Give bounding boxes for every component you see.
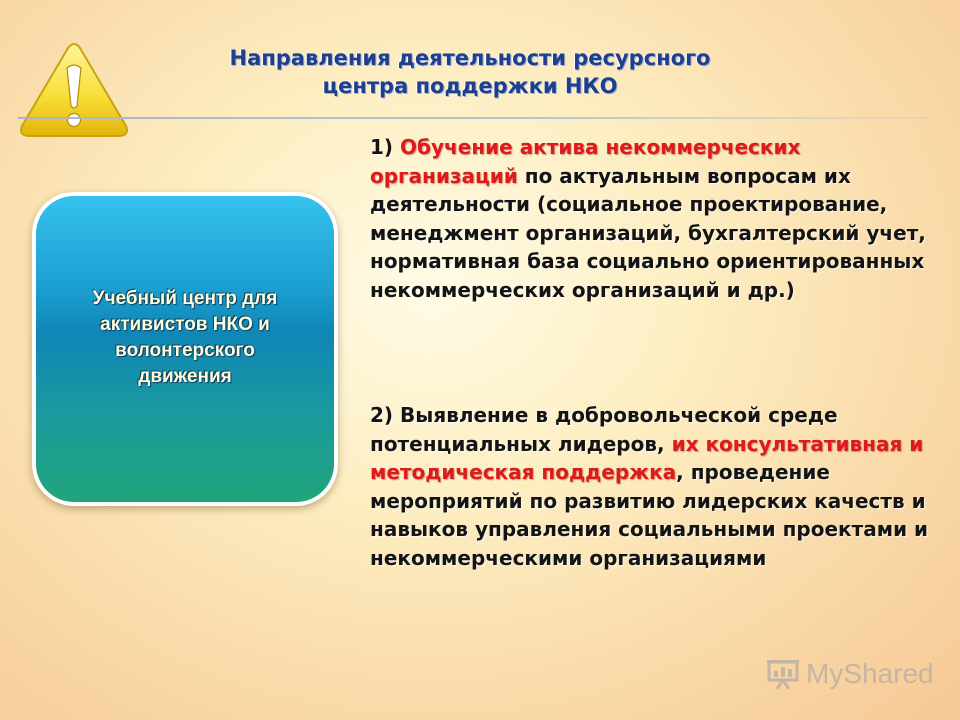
item-1-text: по актуальным вопросам их деятельности (социальное проектирование, менеджмент организаций, бухгалтерский учет, нормативная база социально ориентированных некоммерческих организаций и др.) bbox=[370, 163, 926, 302]
box-line-4: движения bbox=[138, 366, 232, 387]
item-1-highlight: Обучение актива некоммерческих организаций bbox=[370, 135, 801, 188]
box-line-2: активистов НКО и bbox=[100, 314, 270, 335]
watermark-text: MyShared bbox=[806, 658, 934, 689]
box-line-1: Учебный центр для bbox=[92, 288, 278, 309]
slide-title bbox=[150, 44, 790, 100]
watermark bbox=[766, 656, 934, 692]
title-divider bbox=[18, 117, 928, 119]
training-center-box bbox=[36, 196, 334, 502]
title-line-1: Направления деятельности ресурсного bbox=[229, 46, 711, 70]
direction-item-2 bbox=[370, 401, 930, 572]
item-2-start: 2) Выявление в добровольческой среде потенциальных лидеров, bbox=[370, 403, 838, 456]
warning-icon bbox=[18, 42, 130, 142]
box-label bbox=[65, 286, 305, 390]
item-2-highlight: их консультативная и методическая поддержка bbox=[370, 431, 924, 484]
item-2-text: , проведение мероприятий по развитию лидерских качеств и навыков управления социальными проектами и некоммерческими организациями bbox=[370, 460, 929, 570]
title-line-2: центра поддержки НКО bbox=[322, 74, 618, 98]
presentation-icon bbox=[766, 658, 800, 690]
box-line-3: волонтерского bbox=[115, 340, 255, 361]
direction-item-1 bbox=[370, 133, 930, 304]
item-1-number: 1) bbox=[370, 135, 401, 159]
